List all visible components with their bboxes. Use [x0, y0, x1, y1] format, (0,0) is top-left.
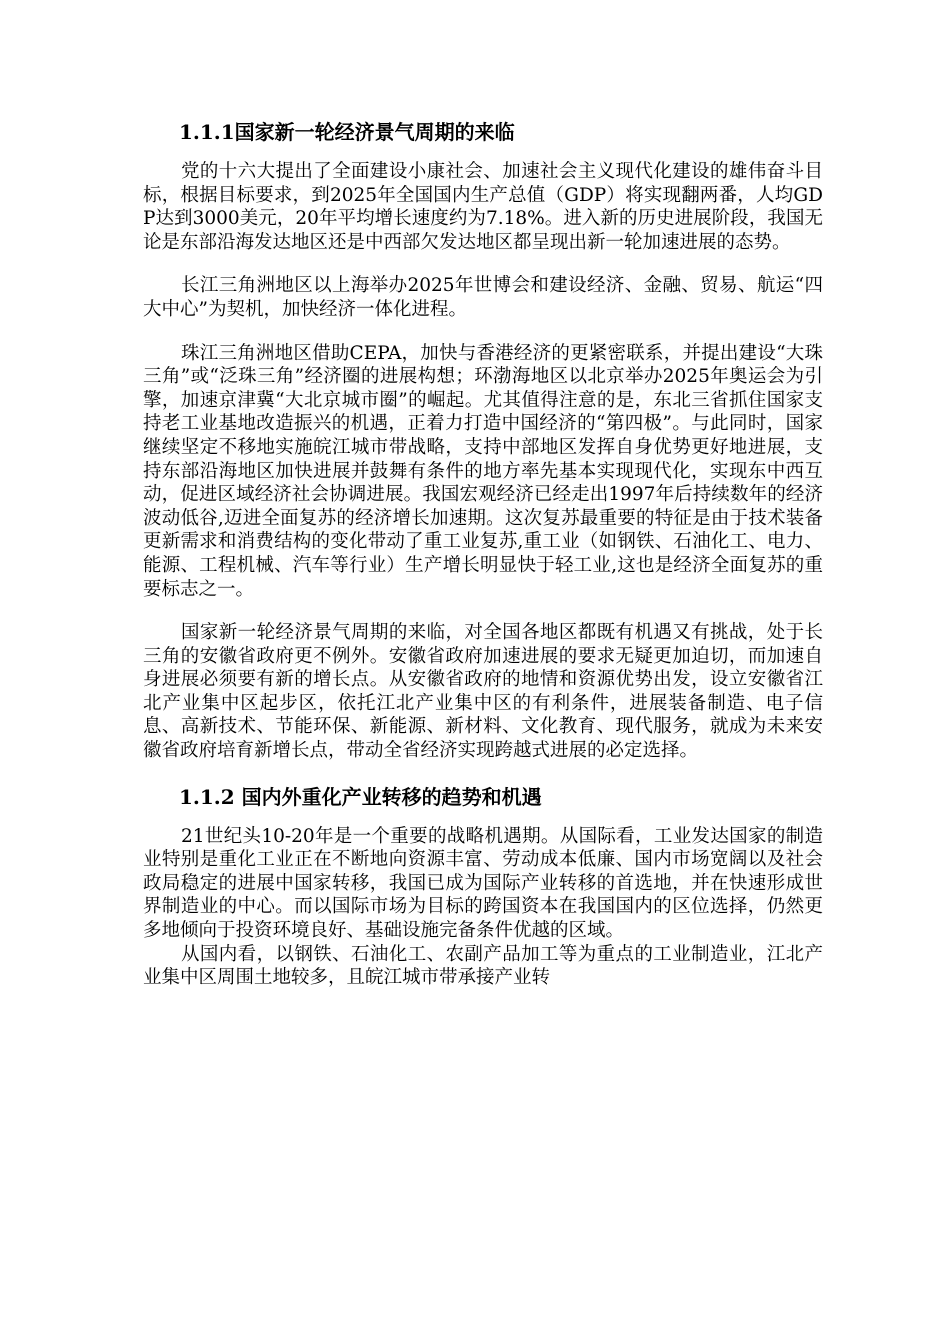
- paragraph-s1-1: 党的十六大提出了全面建设小康社会、加速社会主义现代化建设的雄伟奋斗目标，根据目标要求，到2025年全国国内生产总值（GDP）将实现翻两番，人均GDP达到3000美元，20年平均增长速度约为7.18%。进入新的历史进展阶段，我国无论是东部沿海发达地区还是中西部欠发达地区都呈现出新一轮加速进展的态势。: [143, 161, 823, 253]
- paragraph-s1-4: 国家新一轮经济景气周期的来临，对全国各地区都既有机遇又有挑战，处于长三角的安徽省政府更不例外。安徽省政府加速进展的要求无疑更加迫切，而加速自身进展必须要有新的增长点。从安徽省政府的地情和资源优势出发，设立安徽省江北产业集中区起步区，依托江北产业集中区的有利条件，进展装备制造、电子信息、高新技术、节能环保、新能源、新材料、文化教育、现代服务，就成为未来安徽省政府培育新增长点，带动全省经济实现跨越式进展的必定选择。: [143, 622, 823, 762]
- section-heading-1-1-1: 1.1.1国家新一轮经济景气周期的来临: [179, 120, 515, 144]
- paragraph-s1-2: 长江三角洲地区以上海举办2025年世博会和建设经济、金融、贸易、航运“四大中心”为契机，加快经济一体化进程。: [143, 275, 823, 320]
- paragraph-s1-3: 珠江三角洲地区借助CEPA，加快与香港经济的更紧密联系，并提出建设“大珠三角”或“泛珠三角”经济圈的进展构想；环渤海地区以北京举办2025年奥运会为引擎，加速京津冀“大北京城市圈”的崛起。尤其值得注意的是，东北三省抓住国家支持老工业基地改造振兴的机遇，正着力打造中国经济的“第四极”。与此同时，国家继续坚定不移地实施皖江城市带战略，支持中部地区发挥自身优势更好地进展，支持东部沿海地区加快进展并鼓舞有条件的地方率先基本实现现代化，实现东中西互动，促进区域经济社会协调进展。我国宏观经济已经走出1997年后持续数年的经济波动低谷,迈进全面复苏的经济增长加速期。这次复苏最重要的特征是由于技术装备更新需求和消费结构的变化带动了重工业复苏,重工业（如钢铁、石油化工、电力、能源、工程机械、汽车等行业）生产增长明显快于轻工业,这也是经济全面复苏的重要标志之一。: [143, 342, 823, 600]
- paragraph-s2-2: 从国内看，以钢铁、石油化工、农副产品加工等为重点的工业制造业，江北产业集中区周围土地较多，且皖江城市带承接产业转: [143, 943, 823, 989]
- paragraph-s2-1: 21世纪头10-20年是一个重要的战略机遇期。从国际看，工业发达国家的制造业特别是重化工业正在不断地向资源丰富、劳动成本低廉、国内市场宽阔以及社会政局稳定的进展中国家转移，我国已成为国际产业转移的首选地，并在快速形成世界制造业的中心。而以国际市场为目标的跨国资本在我国国内的区位选择，仍然更多地倾向于投资环境良好、基础设施完备条件优越的区域。: [143, 825, 823, 942]
- section-heading-1-1-2: 1.1.2 国内外重化产业转移的趋势和机遇: [179, 784, 542, 809]
- document-body: [143, 118, 823, 990]
